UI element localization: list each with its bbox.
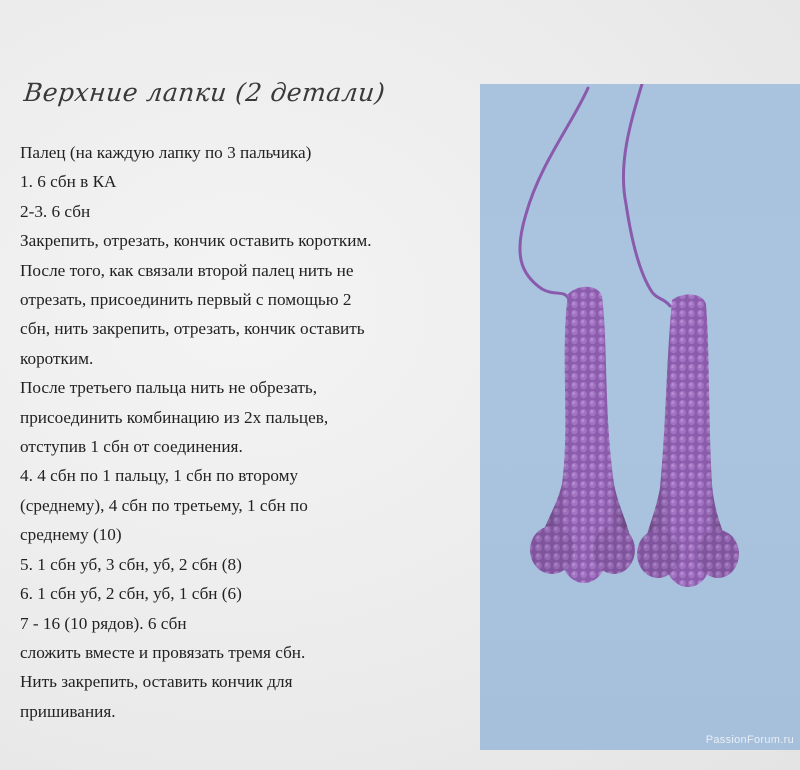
instruction-line: сбн, нить закрепить, отрезать, кончик оставить	[20, 319, 365, 339]
instruction-line: коротким.	[20, 348, 94, 368]
instruction-line: 4. 4 сбн по 1 пальцу, 1 сбн по второму	[20, 466, 299, 486]
left-crochet-paw	[530, 287, 635, 583]
instruction-line: 7 - 16 (10 рядов). 6 сбн	[20, 613, 187, 633]
instruction-line: присоединить комбинацию из 2х пальцев,	[20, 407, 329, 427]
instruction-line: 6. 1 сбн уб, 2 сбн, уб, 1 сбн (6)	[20, 584, 242, 604]
instruction-line: отступив 1 сбн от соединения.	[20, 437, 243, 457]
instruction-line: После того, как связали второй палец нить не	[20, 260, 354, 280]
instruction-line: сложить вместе и провязать тремя сбн.	[20, 642, 306, 662]
instruction-line: 1. 6 сбн в КА	[20, 172, 117, 192]
instruction-line: среднему (10)	[20, 525, 122, 545]
instruction-line: (среднему), 4 сбн по третьему, 1 сбн по	[20, 495, 308, 515]
right-crochet-paw	[637, 294, 739, 587]
instruction-line: пришивания.	[20, 701, 116, 721]
instruction-line: 5. 1 сбн уб, 3 сбн, уб, 2 сбн (8)	[20, 554, 242, 574]
right-yarn-tail	[623, 84, 670, 306]
instruction-line: отрезать, присоединить первый с помощью 2	[20, 290, 352, 310]
crochet-paws-illustration	[480, 84, 800, 750]
instruction-list	[20, 138, 490, 726]
instruction-line: 2-3. 6 сбн	[20, 201, 91, 221]
page-title: Верхние лапки (2 детали)	[22, 78, 387, 107]
instruction-line: После третьего пальца нить не обрезать,	[20, 378, 318, 398]
instruction-line: Палец (на каждую лапку по 3 пальчика)	[20, 143, 312, 162]
instruction-line: Закрепить, отрезать, кончик оставить коротким.	[20, 231, 372, 251]
instruction-line: Нить закрепить, оставить кончик для	[20, 672, 293, 692]
watermark: PassionForum.ru	[705, 734, 794, 746]
left-yarn-tail	[520, 88, 588, 298]
crochet-paws-photo	[480, 84, 800, 750]
